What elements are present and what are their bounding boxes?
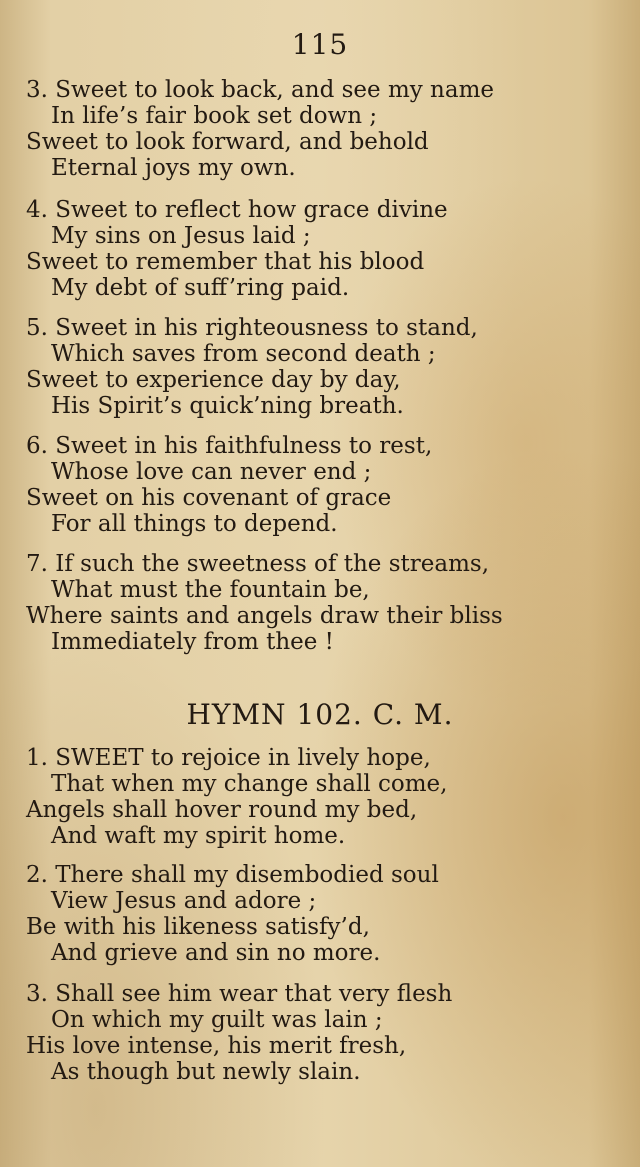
- verse-line: On which my guilt was lain ;: [51, 1007, 383, 1033]
- verse-line: 3. Sweet to look back, and see my name: [26, 77, 495, 103]
- verse-line: Angels shall hover round my bed,: [26, 797, 418, 823]
- verse-line: My sins on Jesus laid ;: [51, 223, 311, 249]
- verse-block: [26, 197, 626, 301]
- verse-line: 4. Sweet to reflect how grace divine: [26, 197, 448, 223]
- verse-line: View Jesus and adore ;: [51, 888, 317, 914]
- verse-line: My debt of suff’ring paid.: [51, 275, 350, 301]
- verse-line: What must the fountain be,: [51, 577, 370, 603]
- verse-line: Immediately from thee !: [51, 629, 334, 655]
- verse-block: [26, 981, 626, 1085]
- verse-block: [26, 77, 626, 181]
- verse-line: As though but newly slain.: [51, 1059, 361, 1085]
- verse-line: Sweet on his covenant of grace: [26, 485, 392, 511]
- verse-line: His love intense, his merit fresh,: [26, 1033, 407, 1059]
- verse-block: [26, 433, 626, 537]
- verse-line: 7. If such the sweetness of the streams,: [26, 551, 489, 577]
- verse-line: For all things to depend.: [51, 511, 338, 537]
- hymn-heading: HYMN 102. C. M.: [186, 698, 454, 731]
- verse-line: And waft my spirit home.: [51, 823, 346, 849]
- verse-line: 2. There shall my disembodied soul: [26, 862, 439, 888]
- verse-line: Sweet to remember that his blood: [26, 249, 425, 275]
- verse-block: [26, 551, 626, 655]
- verse-block: [26, 862, 626, 966]
- verse-line: Be with his likeness satisfy’d,: [26, 914, 370, 940]
- verse-line: Whose love can never end ;: [51, 459, 372, 485]
- verse-block: [26, 315, 626, 419]
- page-number: 115: [291, 28, 349, 61]
- verse-line: Sweet to experience day by day,: [26, 367, 401, 393]
- verse-block: [26, 745, 626, 849]
- verse-line: 1. SWEET to rejoice in lively hope,: [26, 745, 431, 771]
- verse-line: In life’s fair book set down ;: [51, 103, 378, 129]
- verse-line: 3. Shall see him wear that very flesh: [26, 981, 453, 1007]
- verse-line: Eternal joys my own.: [51, 155, 296, 181]
- verse-line: His Spirit’s quick’ning breath.: [51, 393, 404, 419]
- verse-line: That when my change shall come,: [51, 771, 448, 797]
- verse-line: Where saints and angels draw their bliss: [26, 603, 503, 629]
- verse-line: And grieve and sin no more.: [51, 940, 381, 966]
- verse-line: 5. Sweet in his righteousness to stand,: [26, 315, 478, 341]
- verse-line: Sweet to look forward, and behold: [26, 129, 429, 155]
- verse-line: Which saves from second death ;: [51, 341, 436, 367]
- verse-line: 6. Sweet in his faithfulness to rest,: [26, 433, 433, 459]
